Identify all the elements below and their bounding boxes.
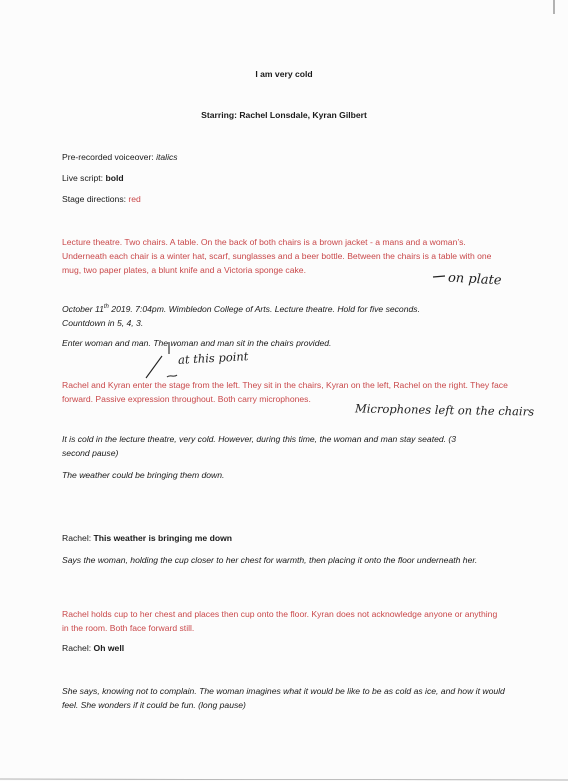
speaker-1: Rachel: [62, 533, 92, 543]
legend-live-style: bold [105, 173, 124, 183]
countdown: Countdown in 5, 4, 3. [62, 318, 144, 329]
dash-mark [432, 274, 446, 280]
enter-a: Enter woman and man. [62, 338, 151, 348]
rachel-line-2 [62, 641, 124, 655]
legend-voiceover-label: Pre-recorded voiceover: [62, 152, 154, 162]
date-line [62, 302, 512, 330]
stage-direction-1: Rachel and Kyran enter the stage from the left. They sit in the chairs, Kyran on the left, Rachel on the right. They face forward. Passive expression throughout. Both carry microphones. [62, 380, 508, 405]
document-title: I am very cold [255, 69, 313, 79]
voiceover-2: The weather could be bringing them down. [62, 470, 225, 480]
scan-edge-mark [548, 0, 560, 20]
stage-direction-2: Rachel holds cup to her chest and places then cup onto the floor. Kyran does not acknowledge anyone or anything in the room. Both face forward still. [62, 609, 498, 634]
voiceover-3: Says the woman, holding the cup closer to her chest for warmth, then placing it onto the floor underneath her. [62, 555, 478, 565]
legend-voiceover [62, 150, 178, 164]
line-1-text: This weather is bringing me down [93, 533, 233, 543]
voiceover-1: It is cold in the lecture theatre, very cold. However, during this time, the woman and man stay seated. (3 second pause) [62, 434, 457, 459]
date-post: 2019. 7:04pm. Wimbledon College of Arts. Lecture theatre. Hold for five seconds. [108, 304, 420, 314]
handnote-at-this-point: at this point [177, 349, 249, 367]
insertion-caret-mark [140, 340, 180, 382]
date-sup: th [103, 304, 109, 311]
enter-b: The woman and man sit in the chairs provided. [153, 338, 332, 348]
starring-line: Starring: Rachel Lonsdale, Kyran Gilbert [201, 110, 367, 120]
date-pre: October 11 [62, 304, 104, 314]
legend-stage [62, 192, 141, 206]
legend-live-label: Live script: [62, 173, 104, 183]
speaker-2: Rachel: [62, 643, 92, 653]
scan-bottom-edge [0, 770, 568, 781]
legend-stage-label: Stage directions: [62, 194, 127, 204]
voiceover-4: She says, knowing not to complain. The woman imagines what it would be like to be as cold as ice, and how it would feel. She wonders if it could be fun. (long pause) [62, 686, 505, 711]
rachel-line-1 [62, 531, 232, 545]
legend-stage-style: red [128, 194, 141, 204]
legend-voiceover-style: italics [156, 152, 178, 162]
enter-line [62, 336, 331, 350]
setting-direction: Lecture theatre. Two chairs. A table. On the back of both chairs is a brown jacket - a mans and a woman’s. Underneath each chair is a winter hat, scarf, sunglasses and a beer bottle. Between the chairs is a table with one mug, two paper plates, a blunt knife and a Victoria sponge cake. [62, 237, 492, 276]
handnote-on-plate: on plate [447, 270, 502, 289]
line-2-text: Oh well [93, 643, 125, 653]
legend-live [62, 171, 124, 185]
handnote-microphones: Microphones left on the chairs [354, 401, 535, 419]
